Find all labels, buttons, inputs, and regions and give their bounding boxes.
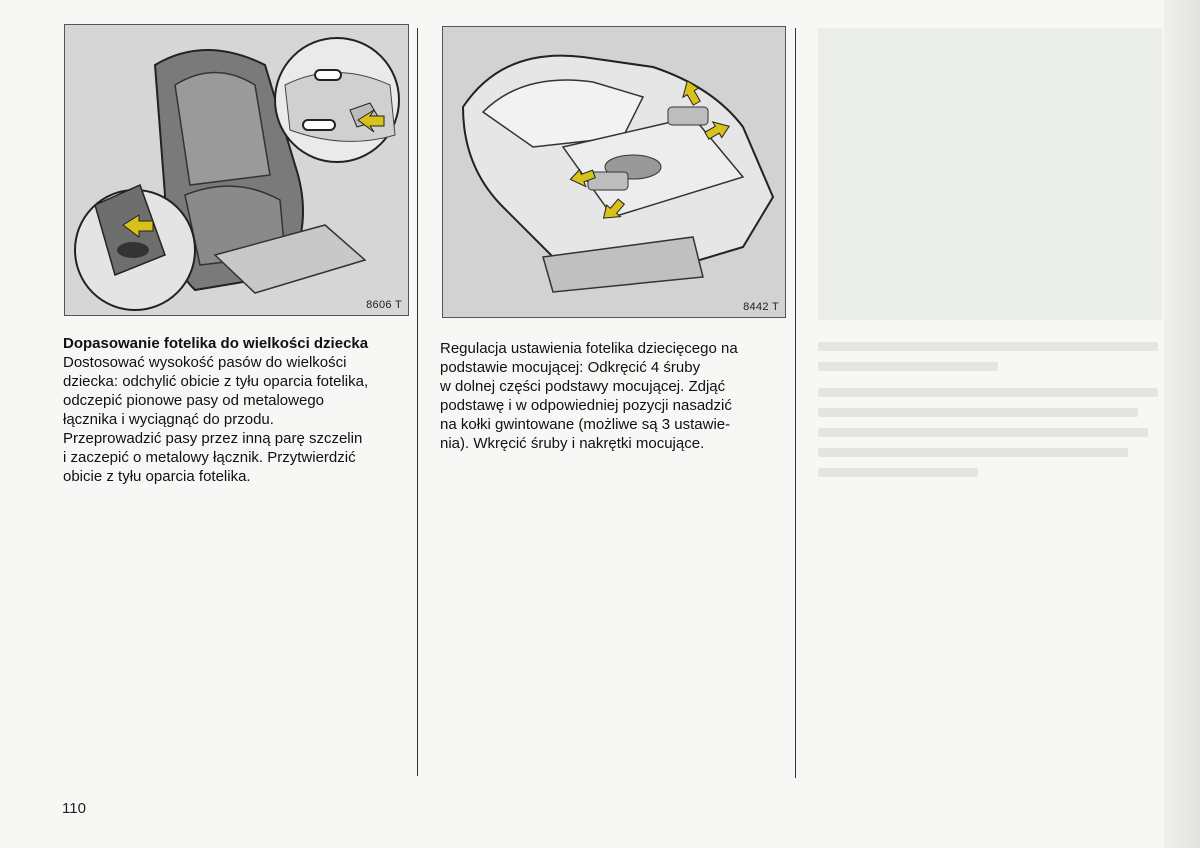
ghost-text-line (818, 428, 1148, 437)
page-edge (1164, 0, 1200, 848)
body-line: w dolnej części podstawy mocującej. Zdjąć (440, 378, 726, 395)
column-divider-right (795, 28, 796, 778)
ghost-text-line (818, 448, 1128, 457)
body-line: Dostosować wysokość pasów do wielkości (63, 354, 347, 371)
body-line: nia). Wkręcić śruby i nakrętki mocujące. (440, 435, 705, 452)
body-line: na kołki gwintowane (możliwe są 3 ustawie- (440, 416, 731, 433)
body-line: Przeprowadzić pasy przez inną parę szczelin (63, 430, 363, 447)
figure-label: 8442 T (743, 301, 779, 313)
ghost-text-line (818, 388, 1158, 397)
body-line: odczepić pionowe pasy od metalowego (63, 392, 324, 409)
faded-figure (818, 28, 1162, 320)
column1-text (63, 334, 413, 486)
section-heading: Dopasowanie fotelika do wielkości dziecka (63, 335, 369, 352)
ghost-text-line (818, 342, 1158, 351)
body-line: dziecka: odchylić obicie z tyłu oparcia fotelika, (63, 373, 369, 390)
body-line: obicie z tyłu oparcia fotelika. (63, 468, 251, 485)
figure-seat-base (442, 26, 786, 318)
ghost-text-line (818, 468, 978, 477)
figure-label: 8606 T (366, 299, 402, 311)
seat-base-illustration (443, 27, 785, 317)
column-divider-left (417, 28, 418, 776)
ghost-text-line (818, 362, 998, 371)
body-line: podstawie mocującej: Odkręcić 4 śruby (440, 359, 701, 376)
body-line: podstawę i w odpowiedniej pozycji nasadzić (440, 397, 732, 414)
body-line: Regulacja ustawienia fotelika dziecięcego na (440, 340, 738, 357)
body-line: łącznika i wyciągnąć do przodu. (63, 411, 274, 428)
body-line: i zaczepić o metalowy łącznik. Przytwierdzić (63, 449, 356, 466)
ghost-text-line (818, 408, 1138, 417)
child-seat-illustration (65, 25, 408, 315)
page-number: 110 (62, 800, 86, 817)
column2-text (440, 339, 790, 453)
figure-child-seat-belts (64, 24, 409, 316)
